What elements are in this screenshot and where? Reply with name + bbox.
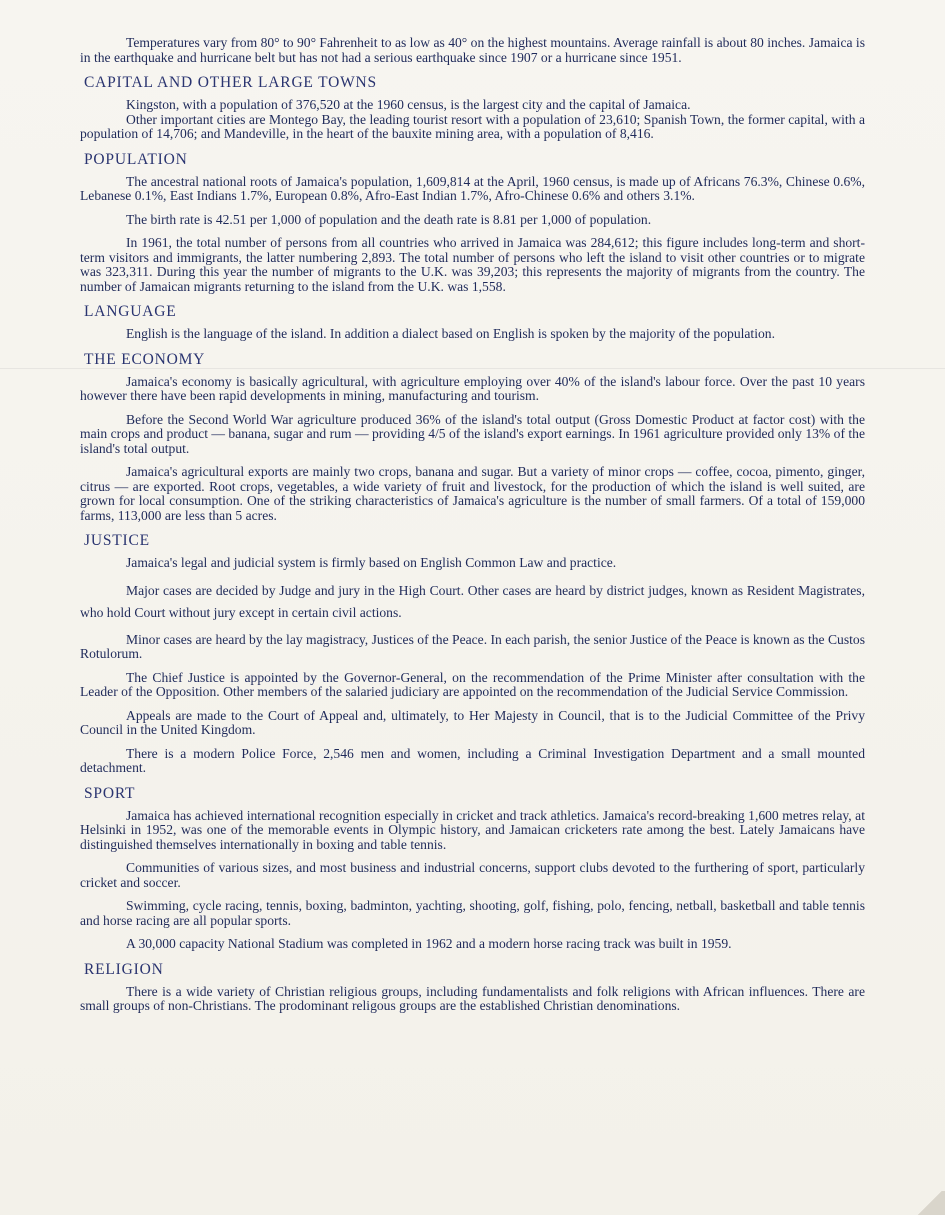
section-population: [80, 151, 865, 295]
page-corner-curl: [915, 1191, 945, 1215]
paragraph: The ancestral national roots of Jamaica's population, 1,609,814 at the April, 1960 census, is made up of Africans 76.3%, Chinese 0.6%, Lebanese 0.1%, East Indians 1.7%, European 0.8%, Afro-East Indian 1.7%, Afro-Chinese 0.6% and others 3.1%.: [80, 173, 865, 203]
paragraph: A 30,000 capacity National Stadium was completed in 1962 and a modern horse racing track was built in 1959.: [126, 936, 732, 951]
paragraph: Kingston, with a population of 376,520 at the 1960 census, is the largest city and the capital of Jamaica.: [126, 97, 691, 112]
paragraph: Communities of various sizes, and most business and industrial concerns, support clubs devoted to the furthering of sport, particularly cricket and soccer.: [80, 860, 865, 890]
section-justice: [80, 532, 865, 776]
section-heading: CAPITAL AND OTHER LARGE TOWNS: [84, 74, 377, 91]
section-language: [80, 303, 865, 342]
section-capital: [80, 74, 865, 142]
section-religion: [80, 961, 865, 1014]
paragraph: Other important cities are Montego Bay, the leading tourist resort with a population of 23,610; Spanish Town, the former capital, with a population of 14,706; and Mandeville, in the heart of the bauxite mining area, with a population of 8,416.: [80, 111, 865, 141]
section-economy: [80, 351, 865, 524]
section-sport: [80, 785, 865, 952]
paragraph: Minor cases are heard by the lay magistracy, Justices of the Peace. In each parish, the senior Justice of the Peace is known as the Custos Rotulorum.: [80, 631, 865, 661]
page-fold-crease: [0, 368, 945, 369]
paragraph: The birth rate is 42.51 per 1,000 of population and the death rate is 8.81 per 1,000 of population.: [126, 211, 652, 227]
paragraph: Jamaica has achieved international recognition especially in cricket and track athletics. Jamaica's record-breaking 1,600 metres relay, at Helsinki in 1952, was one of the memorable events in Olympic history, and Jamaican cricketers rate among the best. Lately Jamaicans have distinguished themselves internationally in boxing and table tennis.: [80, 807, 865, 852]
paragraph: The Chief Justice is appointed by the Governor-General, on the recommendation of the Prime Minister after consultation with the Leader of the Opposition. Other members of the salaried judiciary are appointed on the recommendation of the Judicial Service Commission.: [80, 669, 865, 699]
paragraph: Before the Second World War agriculture produced 36% of the island's total output (Gross Domestic Product at factor cost) with the main crops and product — banana, sugar and rum — providing 4/5 of the island's export earnings. In 1961 agriculture provided only 13% of the island's total output.: [80, 411, 865, 456]
paragraph: Jamaica's legal and judicial system is firmly based on English Common Law and practice.: [126, 555, 617, 570]
paragraph: Swimming, cycle racing, tennis, boxing, badminton, yachting, shooting, golf, fishing, polo, fencing, netball, basketball and table tennis and horse racing are all popular sports.: [80, 898, 865, 928]
paragraph: Major cases are decided by Judge and jury in the High Court. Other cases are heard by district judges, known as Resident Magistrates, who hold Court without jury except in certain civil actions.: [80, 582, 865, 620]
section-heading: JUSTICE: [84, 532, 150, 549]
section-heading: SPORT: [84, 784, 136, 802]
paragraph: Temperatures vary from 80° to 90° Fahrenheit to as low as 40° on the highest mountains. Average rainfall is about 80 inches. Jamaica is in the earthquake and hurricane belt but has not had a serious earthquake since 1907 or a hurricane since 1951.: [80, 35, 865, 65]
section-heading: POPULATION: [84, 150, 188, 168]
section-heading: THE ECONOMY: [84, 350, 206, 368]
paragraph: Appeals are made to the Court of Appeal and, ultimately, to Her Majesty in Council, that is to the Judicial Committee of the Privy Council in the United Kingdom.: [80, 707, 865, 737]
paragraph: English is the language of the island. In addition a dialect based on English is spoken by the majority of the population.: [126, 326, 775, 341]
paragraph: There is a wide variety of Christian religious groups, including fundamentalists and folk religions with African influences. There are small groups of non-Christians. The prodominant religous groups are the established Christian denominations.: [80, 983, 865, 1013]
paragraph: In 1961, the total number of persons from all countries who arrived in Jamaica was 284,612; this figure includes long-term and short-term visitors and immigrants, the latter numbering 2,893. The total number of persons who left the island to visit other countries or to migrate was 323,311. During this year the number of migrants to the U.K. was 39,203; this represents the majority of migrants from the country. The number of Jamaican migrants returning to the island from the U.K. was 1,558.: [80, 235, 865, 294]
paragraph: Jamaica's economy is basically agricultural, with agriculture employing over 40% of the island's labour force. Over the past 10 years however there have been rapid developments in mining, manufacturing and tourism.: [80, 373, 865, 403]
paragraph: There is a modern Police Force, 2,546 men and women, including a Criminal Investigation Department and a small mounted detachment.: [80, 745, 865, 775]
section-heading: LANGUAGE: [84, 303, 177, 320]
section-climate: [80, 36, 865, 65]
section-heading: RELIGION: [84, 960, 164, 978]
paragraph: Jamaica's agricultural exports are mainly two crops, banana and sugar. But a variety of minor crops — coffee, cocoa, pimento, ginger, citrus — are exported. Root crops, vegetables, a wide variety of fruit and livestock, for the production of which the island is well suited, are grown for local consumption. One of the striking characteristics of Jamaica's agriculture is the number of small farmers. Of a total of 159,000 farms, 113,000 are less than 5 acres.: [80, 464, 865, 523]
